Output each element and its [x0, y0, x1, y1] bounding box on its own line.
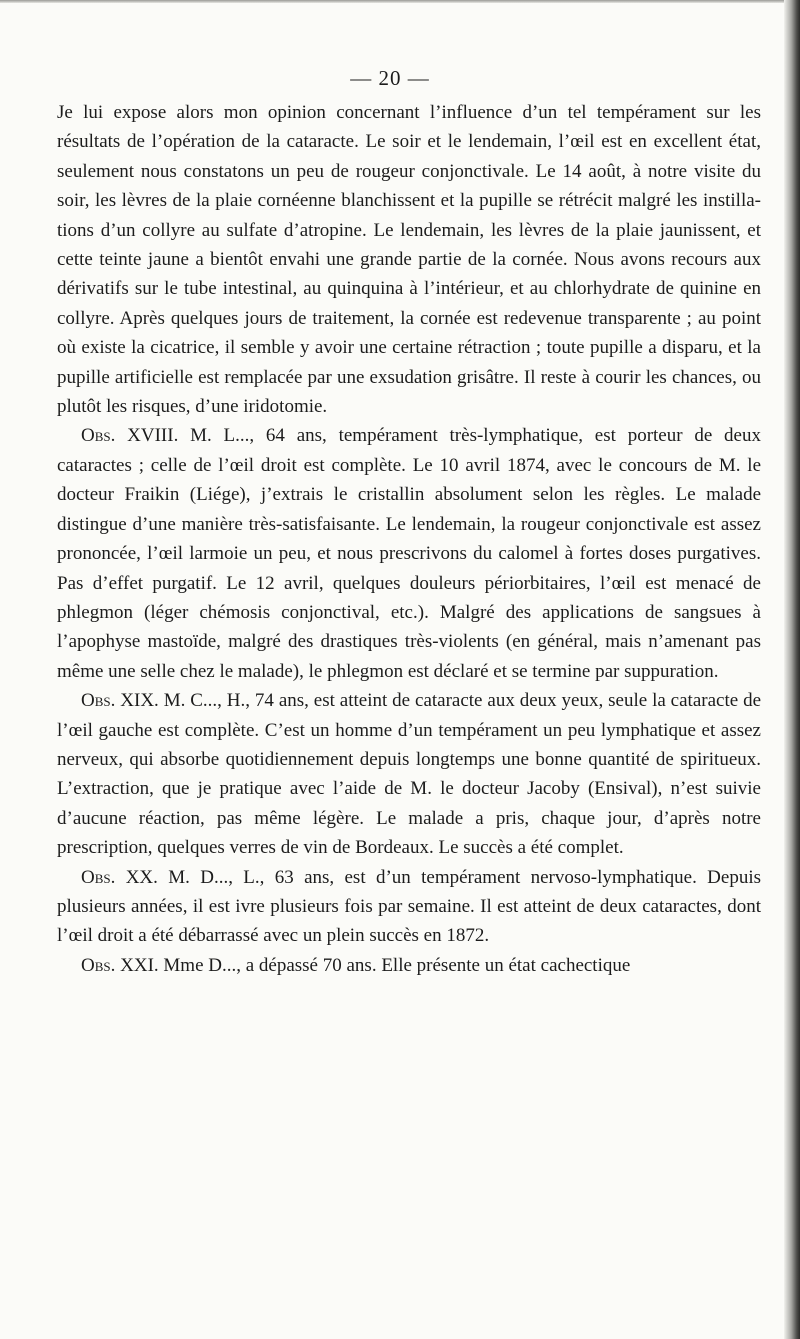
paragraph-intro [57, 98, 761, 421]
paragraph-text: XXI. Mme D..., a dépassé 70 ans. Elle présente un état cachectique [115, 954, 631, 976]
paragraph-text: Je lui expose alors mon opinion concernant l’influence d’un tel tempérament sur les résultats de l’opération de la cataracte. Le soir et le lendemain, l’œil est en excellent état, seulement nous constatons un peu de rougeur conjonctivale. Le 14 août, à notre visite du soir, les lèvres de la plaie cornéenne blanchissent et la pupille se rétrécit malgré les instillations d’un collyre au sulfate d’atropine. Le lendemain, les lèvres de la plaie jaunissent, et cette teinte jaune a bientôt envahi une grande partie de la cornée. Nous avons recours aux dérivatifs sur le tube intestinal, au quinquina à l’intérieur, et au chlorhydrate de quinine en collyre. Après quelques jours de traitement, la cornée est redevenue transparente ; au point où existe la cicatrice, il semble y avoir une certaine rétraction ; toute pupille a disparu, et la pupille artificielle est remplacée par une exsudation grisâtre. Il reste à courir les chances, ou plutôt les risques, d’une iridotomie. [57, 102, 761, 418]
paragraph-obs-xxi [57, 951, 761, 980]
binding-shadow [784, 0, 800, 1339]
page-top-edge [0, 0, 800, 3]
body-text [57, 98, 761, 980]
paragraph-obs-xix [57, 686, 761, 862]
paragraph-obs-xx [57, 863, 761, 951]
obs-label: Obs. [81, 866, 116, 888]
paragraph-obs-xviii [57, 421, 761, 686]
paragraph-text: XIX. M. C..., H., 74 ans, est atteint de cataracte aux deux yeux, seule la cataracte de l’œil gauche est complète. C’est un homme d’un tempérament un peu lymphatique et assez nerveux, qui absorbe quotidiennement depuis longtemps une bonne quantité de spiritueux. L’extraction, que je pratique avec l’aide de M. le docteur Jacoby (Ensival), n’est suivie d’aucune réaction, pas même légère. Le malade a pris, chaque jour, d’après notre prescription, quelques verres de vin de Bordeaux. Le succès a été complet. [57, 690, 761, 859]
paragraph-text: XVIII. M. L..., 64 ans, tempérament très-lymphatique, est porteur de deux cataractes ; celle de l’œil droit est complète. Le 10 avril 1874, avec le concours de M. le docteur Fraikin (Liége), j’extrais le cristallin absolument selon les règles. Le malade distingue d’une manière très-satisfaisante. Le lendemain, la rougeur conjonctivale est assez prononcée, l’œil larmoie un peu, et nous prescrivons du calomel à fortes doses purgatives. Pas d’effet purgatif. Le 12 avril, quelques douleurs périorbitaires, l’œil est menacé de phlegmon (léger chémosis conjonctival, etc.). Malgré des applications de sangsues à l’apophyse mastoïde, malgré des drastiques très-violents (en général, mais n’amenant pas même une selle chez le malade), le phlegmon est déclaré et se termine par suppuration. [57, 425, 761, 682]
obs-label: Obs. [81, 690, 116, 712]
obs-label: Obs. [81, 425, 116, 447]
page-number: — 20 — [350, 66, 430, 90]
obs-label: Obs. [81, 954, 116, 976]
paragraph-text: XX. M. D..., L., 63 ans, est d’un tempérament nervoso-lymphatique. Depuis plusieurs années, il est ivre plusieurs fois par semaine. Il est atteint de deux cataractes, dont l’œil droit a été débarrassé avec un plein succès en 1872. [57, 866, 761, 947]
